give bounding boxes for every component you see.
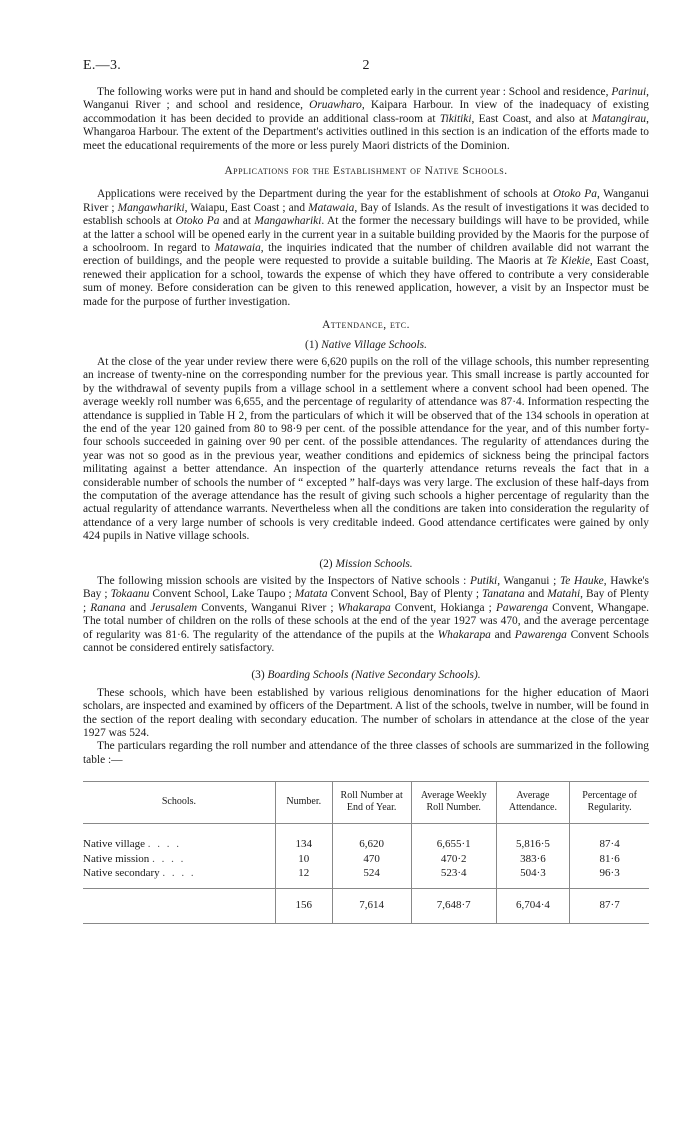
cell-weekly-roll: 6,655·1 bbox=[411, 824, 496, 852]
cell-attendance: 383·6 bbox=[496, 852, 570, 867]
intro-paragraph: The following works were put in hand and should be completed early in the current year : School and residence, Parinui, Wanganui River ; and school and residence, Oruawharo, Kaipara Harbour. In view of the inadequacy of existing accommodation it has been decided to provide an additional class-room at Tikitiki, East Coast, and also at Matangirau, Whangaroa Harbour. The extent of the Department's activities outlined in this section is an indication of the efforts made to meet the educational requirements of the more or less purely Maori districts of the Dominion. bbox=[83, 86, 649, 152]
cell-roll-end: 470 bbox=[332, 852, 411, 867]
boarding-paragraph: These schools, which have been established by various religious denominations for the higher education of Maori scholars, are inspected and examined by officers of the Department. A list of the schools, twelve in number, will be found in the section of the report dealing with secondary education. The number of scholars in attendance at the close of the year 1927 was 524. bbox=[83, 686, 649, 740]
dot-leader: . . . . bbox=[147, 838, 182, 851]
subsection-title-boarding: (3) Boarding Schools (Native Secondary Schools). bbox=[251, 669, 481, 682]
column-header-attendance: Average Attendance. bbox=[496, 782, 570, 824]
cell-weekly-roll: 523·4 bbox=[411, 866, 496, 888]
column-header-roll-end: Roll Number at End of Year. bbox=[332, 782, 411, 824]
applications-paragraph: Applications were received by the Department during the year for the establishment of schools at Otoko Pa, Wanganui River ; Mangawhariki, Waiapu, East Coast ; and Matawaia, Bay of Islands. As the result of investigations it was decided to establish schools at Otoko Pa and at Mangawhariki. At the former the necessary buildings will have to be provided, while at the latter a school will be opened early in the current year in a suitable building provided by the Maoris for the purpose of a schoolroom. In regard to Matawaia, the inquiries indicated that the number of children available did not warrant the erection of buildings, and the people were requested to provide a suitable building. The Maoris at Te Kiekie, East Coast, renewed their application for a school, towards the expense of which they have offered to contribute a very considerable sum of money. Before consideration can be given to this renewed application, however, a visit by an Inspector must be made for the purpose of further investigation. bbox=[83, 188, 650, 308]
table-intro-paragraph: The particulars regarding the roll number and attendance of the three classes of schools are summarized in the following table :— bbox=[83, 740, 649, 766]
subsection-title-mission: (2) Mission Schools. bbox=[319, 557, 413, 570]
cell-roll-end: 6,620 bbox=[332, 824, 411, 852]
table-totals-row bbox=[83, 888, 649, 924]
cell-number: 12 bbox=[275, 866, 332, 888]
section-title-attendance: Attendance, etc. bbox=[322, 319, 410, 332]
dot-leader: . . . . bbox=[152, 852, 186, 865]
place-name: Matangirau bbox=[591, 112, 647, 125]
cell-regularity: 87·4 bbox=[570, 824, 649, 852]
cell-attendance: 504·3 bbox=[496, 866, 570, 888]
subsection-title-village: (1) Native Village Schools. bbox=[305, 338, 427, 351]
attendance-paragraph: At the close of the year under review there were 6,620 pupils on the roll of the village schools, this number representing an increase of twenty-nine on the corresponding number for the previous year. This small increase is partly accounted for by the withdrawal of seventy pupils from a village school in a settlement where a convent school had been opened. The average weekly roll number was 6,655, and the percentage of regularity of attendance was 87·4. Information respecting the attendance is supplied in Table H 2, from the particulars of which it will be observed that of the 134 schools in operation at the end of the year 120 gained from 80 to 98·9 per cent. of the possible attendance for the year, and of this number forty-four schools succeeded in gaining over 90 per cent. of the possible attendances. The regularity of attendances during the year was not so good as in the previous year, weather conditions and epidemics of sickness being the principal factors militating against a better attendance. An inspection of the quarterly attendance returns reveals the fact that in a considerable number of schools the number of “ excepted ” half-days was very large. The exclusion of these half-days from the computation of the average attendance has the result of giving such schools a higher percentage of regularity than the actual regularity of attendance warrants. Nevertheless when all the conditions are taken into consideration the regularity of attendance of a very large number of schools is very creditable indeed. Good attendance certificates were gained by only 424 pupils in Native village schools. bbox=[83, 355, 649, 543]
page-number: 2 bbox=[362, 58, 370, 73]
table-row bbox=[83, 824, 649, 852]
mission-paragraph: The following mission schools are visited by the Inspectors of Native schools : Putiki, Wanganui ; Te Hauke, Hawke's Bay ; Tokaanu Convent School, Lake Taupo ; Matata Convent School, Bay of Plenty ; Tanatana and Matahi, Bay of Plenty ; Ranana and Jerusalem Convents, Wanganui River ; Whakarapa Convent, Hokianga ; Pawarenga Convent, Whangape. The total number of children on the rolls of these schools at the end of the year 1927 was 470, and the average percentage of regularity was 81·6. The regularity of the attendance of the pupils at the Whakarapa and Pawarenga Convent Schools cannot be considered entirely satisfactory. bbox=[83, 575, 649, 655]
school-name: Native secondary . . . . bbox=[83, 867, 196, 880]
page-header bbox=[83, 58, 649, 76]
cell-weekly-roll: 470·2 bbox=[411, 852, 496, 867]
column-header-number: Number. bbox=[275, 782, 332, 824]
cell-roll-end: 524 bbox=[332, 866, 411, 888]
cell-number: 134 bbox=[275, 824, 332, 852]
school-name: Native mission . . . . bbox=[83, 852, 186, 865]
cell-regularity: 96·3 bbox=[570, 866, 649, 888]
cell-attendance: 5,816·5 bbox=[496, 824, 570, 852]
document-reference: E.—3. bbox=[83, 58, 122, 73]
dot-leader: . . . . bbox=[162, 867, 196, 880]
column-header-regularity: Percentage of Regularity. bbox=[570, 782, 649, 824]
document-body bbox=[83, 86, 649, 924]
attendance-summary-table bbox=[83, 781, 649, 924]
section-title-applications: Applications for the Establishment of Native Schools. bbox=[224, 165, 508, 178]
total-number: 156 bbox=[275, 888, 332, 924]
total-weekly-roll: 7,648·7 bbox=[411, 888, 496, 924]
total-roll-end: 7,614 bbox=[332, 888, 411, 924]
column-header-schools: Schools. bbox=[83, 782, 275, 824]
table-header-row bbox=[83, 782, 649, 824]
cell-number: 10 bbox=[275, 852, 332, 867]
table-row bbox=[83, 852, 649, 867]
school-name: Native village . . . . bbox=[83, 838, 182, 851]
cell-regularity: 81·6 bbox=[570, 852, 649, 867]
total-attendance: 6,704·4 bbox=[496, 888, 570, 924]
place-name: Oruawharo bbox=[309, 99, 362, 112]
column-header-weekly-roll: Average Weekly Roll Number. bbox=[411, 782, 496, 824]
table-row bbox=[83, 866, 649, 888]
place-name: Parinui bbox=[611, 86, 647, 98]
totals-label-cell bbox=[83, 888, 275, 924]
total-regularity: 87·7 bbox=[570, 888, 649, 924]
place-name: Tikitiki bbox=[439, 112, 472, 125]
